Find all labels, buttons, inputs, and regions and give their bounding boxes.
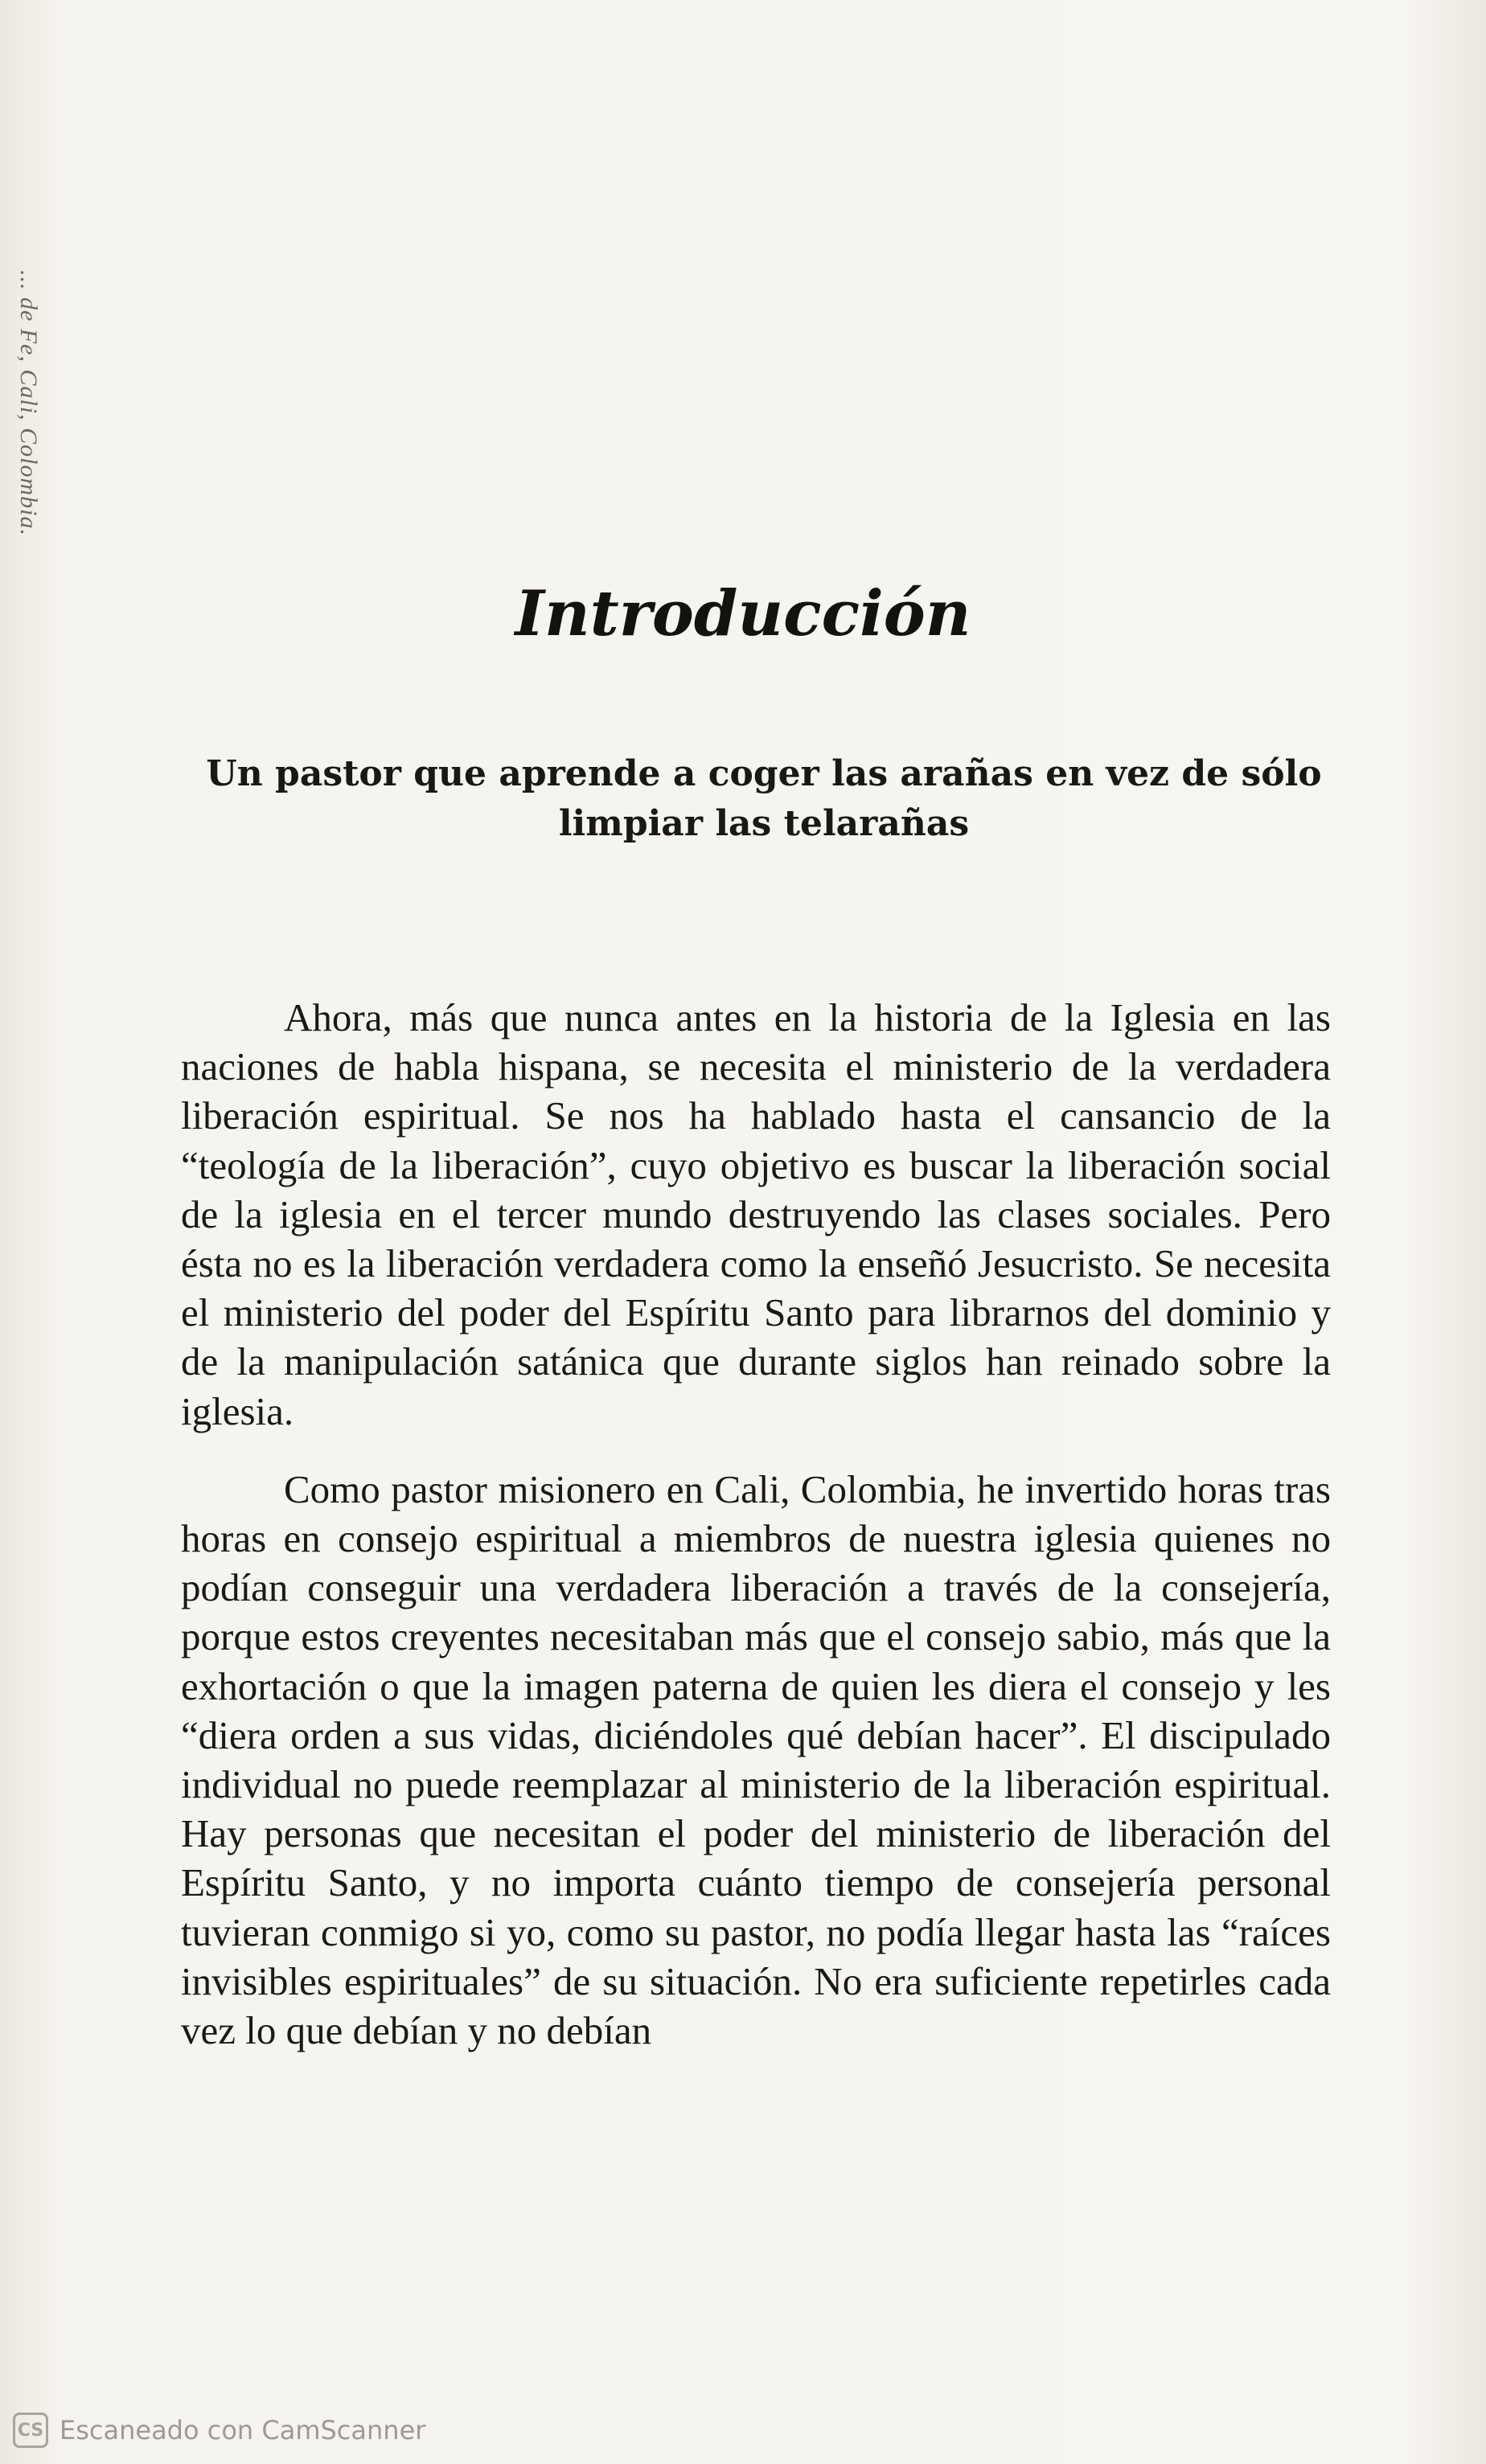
body-text <box>181 993 1331 2055</box>
margin-note: ... de Fe, Cali, Colombia. <box>15 270 42 536</box>
paragraph-2: Como pastor misionero en Cali, Colombia, he invertido horas tras horas en consejo espiritual a miembros de nuestra iglesia quienes no podían conseguir una verdadera liberación a través de la consejería, porque estos creyentes necesitaban más que el consejo sabio, más que la exhortación o que la imagen paterna de quien les diera el consejo y les “diera orden a sus vidas, diciéndoles qué debían hacer”. El discipulado individual no puede reemplazar al ministerio de la liberación espiritual. Hay personas que necesitan el poder del ministerio de liberación del Espíritu Santo, y no importa cuánto tiempo de consejería personal tuvieran conmigo si yo, como su pastor, no podía llegar hasta las “raíces invisibles espirituales” de su situación. No era suficiente repetirles cada vez lo que debían y no debían <box>181 1466 1331 2053</box>
chapter-subtitle <box>185 749 1343 849</box>
scanner-watermark-text: Escaneado con CamScanner <box>60 2415 426 2446</box>
chapter-title: Introducción <box>515 577 971 650</box>
camscanner-logo-icon: CS <box>13 2413 48 2448</box>
subtitle-line-2: limpiar las telarañas <box>558 803 970 844</box>
scanner-watermark <box>13 2410 425 2450</box>
subtitle-line-1: Un pastor que aprende a coger las arañas en vez de sólo <box>206 753 1322 794</box>
paragraph-1: Ahora, más que nunca antes en la historia de la Iglesia en las naciones de habla hispana, se necesita el ministerio de la verdadera liberación espiritual. Se nos ha hablado hasta el cansancio de la “teología de la liberación”, cuyo objetivo es buscar la liberación social de la iglesia en el tercer mundo destruyendo las clases sociales. Pero ésta no es la liberación verdadera como la enseñó Jesucristo. Se necesita el ministerio del poder del Espíritu Santo para librarnos del dominio y de la manipulación satánica que durante siglos han reinado sobre la iglesia. <box>181 995 1331 1433</box>
